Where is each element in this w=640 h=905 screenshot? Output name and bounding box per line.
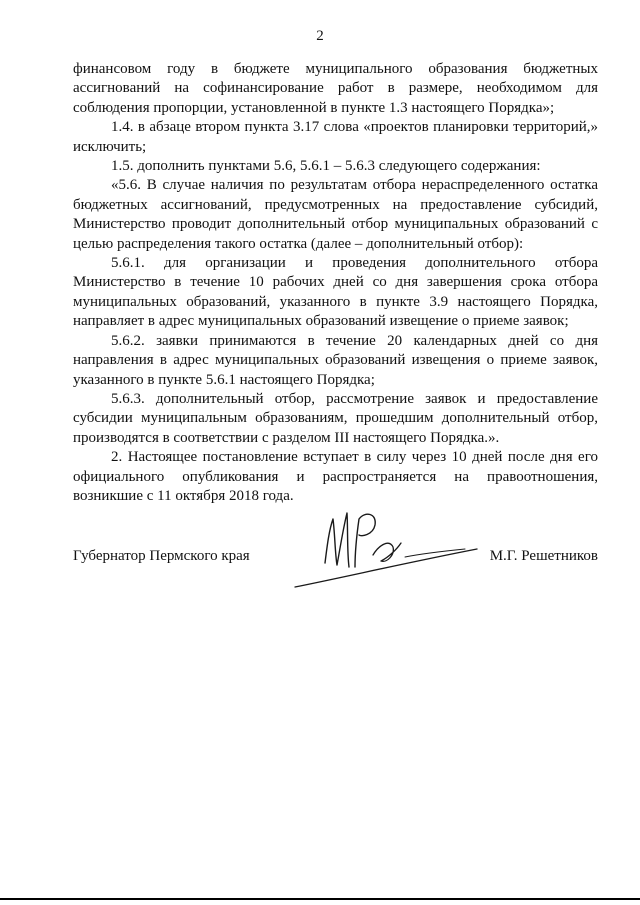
paragraph-1-4: 1.4. в абзаце втором пункта 3.17 слова «проектов планировки территорий,» исключить; (73, 119, 598, 155)
paragraph-5-6-3: 5.6.3. дополнительный отбор, рассмотрение заявок и предоставление субсидии муниципальным образованиям, прошедшим дополнительный отбор, производятся в соответствии с разделом III настоящего Порядка.». (73, 390, 598, 446)
page-bottom-border (0, 898, 640, 900)
paragraph-2-effective-date: 2. Настоящее постановление вступает в силу через 10 дней после дня его официального опубликования и распространяется на правоотношения, возникшие с 11 октября 2018 года. (73, 449, 598, 504)
paragraph-5-6-1: 5.6.1. для организации и проведения дополнительного отбора Министерство в течение 10 рабочих дней со дня завершения срока отбора муниципальных образований, указанного в пункте 3.9 настоящего Порядка, направляет в адрес муниципальных образований извещение о приеме заявок; (73, 255, 598, 330)
signatory-name: М.Г. Решетников (489, 548, 598, 564)
paragraph-1-continuation: финансовом году в бюджете муниципального образования бюджетных ассигнований на софинансирование работ в размере, необходимом для соблюдения пропорции, установленной в пункте 1.3 настоящего Порядка»; (73, 61, 598, 116)
document-body (73, 60, 598, 506)
paragraph-5-6-2: 5.6.2. заявки принимаются в течение 20 календарных дней со дня направления в адрес муниципальных образований извещения о приеме заявок, указанного в пункте 5.6.1 настоящего Порядка; (73, 332, 598, 388)
signatory-position: Губернатор Пермского края (73, 548, 250, 564)
signature-block (73, 548, 598, 570)
page-number: 2 (316, 28, 324, 44)
paragraph-1-5: 1.5. дополнить пунктами 5.6, 5.6.1 – 5.6.3 следующего содержания: (111, 158, 541, 175)
paragraph-5-6: «5.6. В случае наличия по результатам отбора нераспределенного остатка бюджетных ассигнований, предусмотренных на предоставление субсидий, Министерство проводит дополнительный отбор муниципальных образований с целью распределения такого остатка (далее – дополнительный отбор): (73, 177, 598, 252)
